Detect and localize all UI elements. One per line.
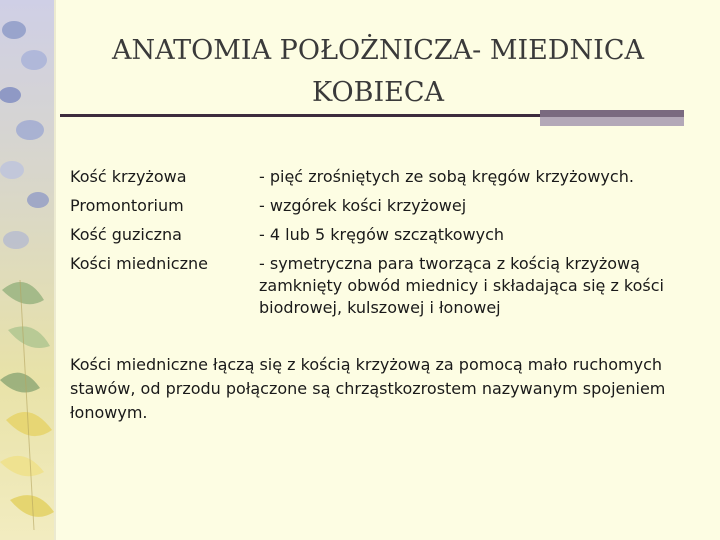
title-underline	[60, 114, 540, 117]
floral-border-decoration	[0, 0, 56, 540]
title-line-1: ANATOMIA POŁOŻNICZA- MIEDNICA	[112, 35, 644, 66]
definition-item: - 4 lub 5 kręgów szczątkowych	[259, 225, 505, 244]
summary-paragraph: Kości miedniczne łączą się z kością krzyżową za pomocą mało ruchomych stawów, od przodu połączone są chrząstkozrostem nazywanym spojeniem łonowym.	[70, 355, 666, 422]
term-item: Kość guziczna	[70, 225, 182, 244]
title-line-2: KOBIECA	[312, 77, 444, 108]
slide-title	[60, 30, 696, 114]
definition-item: - symetryczna para tworząca z kością krzyżową zamknięty obwód miednicy i składająca się z kości biodrowej, kulszowej i łonowej	[259, 254, 664, 317]
title-accent-bar-shadow	[540, 117, 684, 126]
term-item: Promontorium	[70, 196, 184, 215]
definitions-list	[259, 162, 699, 319]
definition-item: - wzgórek kości krzyżowej	[259, 196, 467, 215]
definition-item: - pięć zrośniętych ze sobą kręgów krzyżowych.	[259, 167, 634, 186]
term-item: Kość krzyżowa	[70, 167, 187, 186]
title-accent-bar	[540, 110, 684, 117]
leaf-pattern-icon	[0, 0, 56, 540]
term-item: Kości miedniczne	[70, 254, 208, 273]
terms-list	[70, 162, 208, 278]
